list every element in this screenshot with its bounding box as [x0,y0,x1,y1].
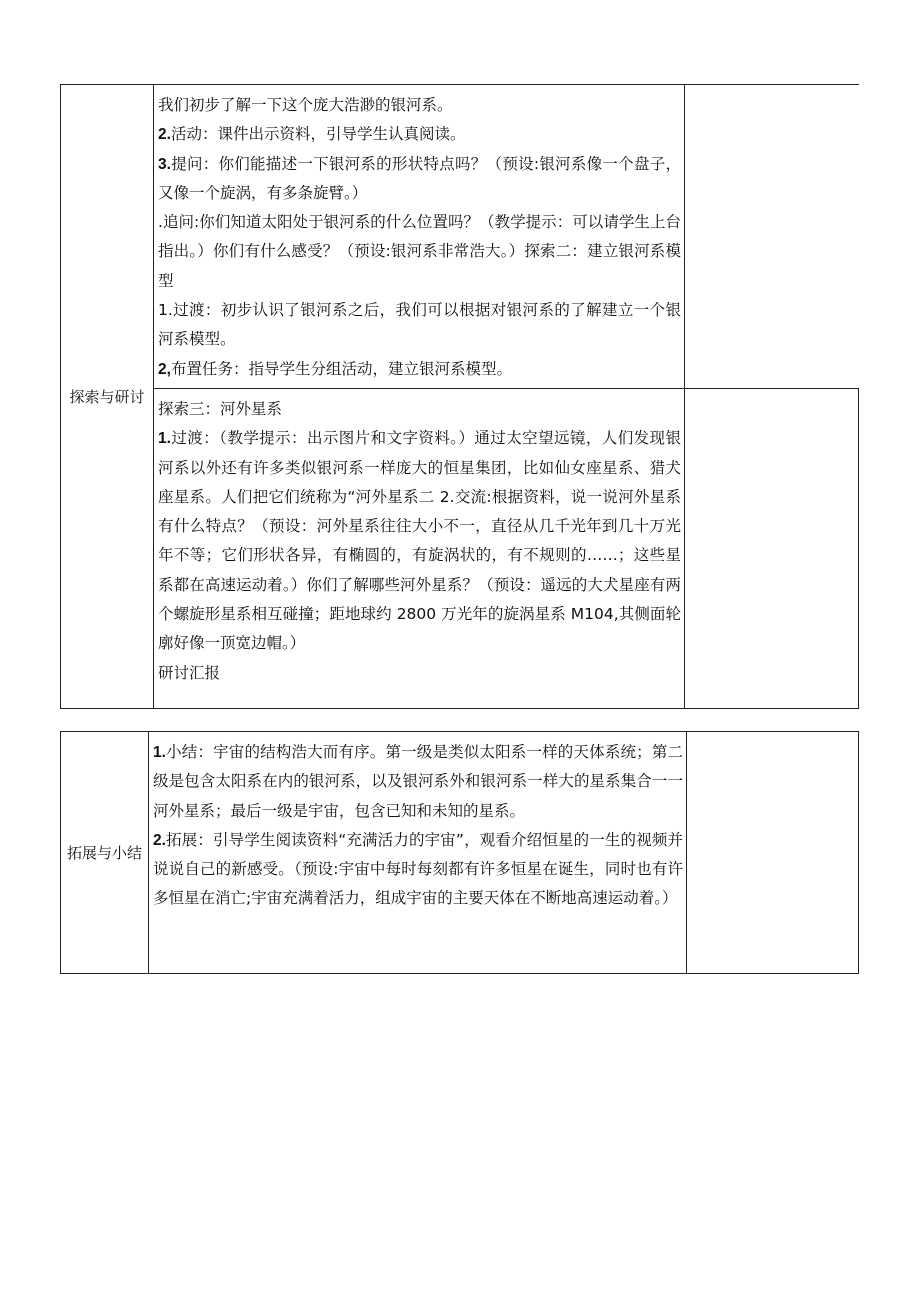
paragraph-text: 提问：你们能描述一下银河系的形状特点吗？（预设:银河系像一个盘子，又像一个旋涡，有多条旋臂。） [158,154,681,202]
paragraph [158,355,681,384]
paragraph [158,91,681,120]
lesson-table-summary [60,731,859,974]
paragraph [158,150,681,209]
paragraph-text: 我们初步了解一下这个庞大浩渺的银河系。 [158,96,453,114]
paragraph-text: 布置任务：指导学生分组活动，建立银河系模型。 [170,359,512,378]
item-number: 2, [158,360,171,378]
paragraph [158,424,681,658]
notes-cell [685,388,859,708]
paragraph-text: 研讨汇报 [158,663,221,682]
paragraph [158,395,681,424]
paragraph-text: 探索三：河外星系 [158,399,283,418]
content-cell-summary [149,732,687,974]
paragraph [153,826,683,914]
item-number: 1. [153,744,166,761]
paragraph [158,208,681,296]
paragraph-text: 过渡：（教学提示：出示图片和文字资料。）通过太空望远镜，人们发现银河系以外还有许多类似银河系一样庞大的恒星集团，比如仙女座星系、猎犬座星系。人们把它们统称为“河外星系二 2.交流:根据资料，说一说河外星系有什么特点？（预设：河外星系往往大小不一，直径从几千光年到几十万光年不等；它们形状各异，有椭圆的，有旋涡状的，有不规则的……；这些星系都在高速运动着。）你们了解哪些河外星系？（预设：遥远的大犬星座有两个螺旋形星系相互碰撞；距地球约 2800 万光年的旋涡星系 M104,其侧面轮廓好像一顶宽边帽。） [158,429,681,653]
label-cell [61,85,154,709]
content-cell-extragalactic [154,388,685,708]
paragraph-text: 小结：宇宙的结构浩大而有序。第一级是类似太阳系一样的天体系统；第二级是包含太阳系在内的银河系，以及银河系外和银河系一样大的星系集合一一河外星系；最后一级是宇宙，包含已知和未知的星系。 [153,743,683,820]
paragraph-text: .追问:你们知道太阳处于银河系的什么位置吗？（教学提示：可以请学生上台指出。）你们有什么感受？（预设:银河系非常浩大。）探索二：建立银河系模型 [158,213,681,290]
paragraph [153,738,683,826]
paragraph [158,120,681,149]
item-number: 2. [158,126,171,144]
notes-cell [687,732,859,974]
paragraph [158,296,681,355]
paragraph-text: 1.过渡：初步认识了银河系之后，我们可以根据对银河系的了解建立一个银河系模型。 [158,301,681,349]
paragraph-text: 拓展：引导学生阅读资料“充满活力的宇宙”，观看介绍恒星的一生的视频并说说自己的新感受。（预设:宇宙中每时每刻都有许多恒星在诞生，同时也有许多恒星在消亡;宇宙充满着活力，组成宇宙的主要天体在不断地高速运动着。） [153,830,683,908]
paragraph-text: 活动：课件出示资料，引导学生认真阅读。 [170,125,466,144]
item-number: 3. [158,155,171,173]
content-cell-galaxy [154,85,685,389]
item-number: 1. [158,430,171,448]
item-number: 2. [153,831,166,849]
paragraph [158,659,681,688]
lesson-table-exploration [60,84,859,709]
label-cell [61,732,149,974]
section-label: 探索与研讨 [69,387,145,406]
section-label: 拓展与小结 [66,844,142,862]
notes-cell [685,85,859,389]
